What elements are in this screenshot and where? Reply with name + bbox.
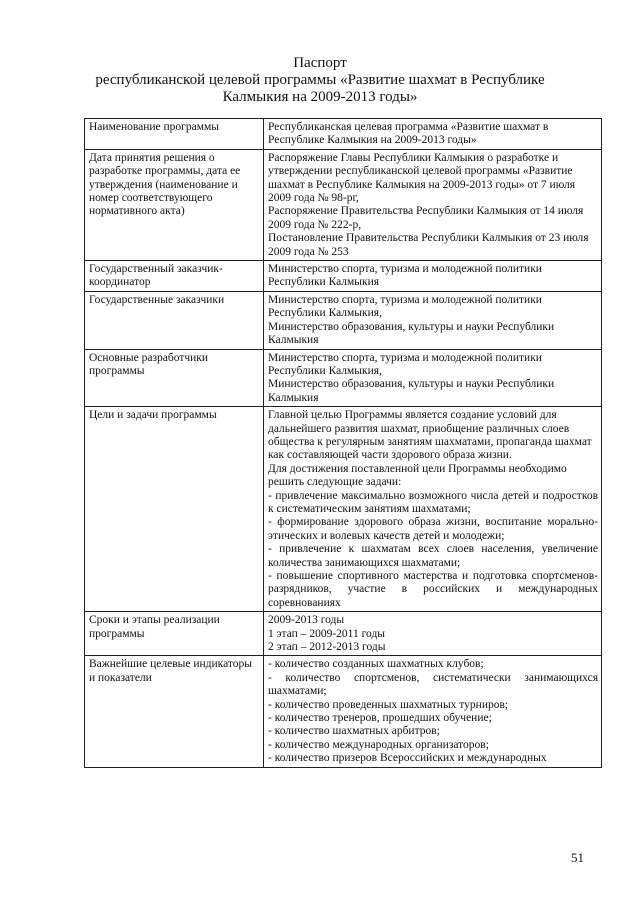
row-label: Государственные заказчики (85, 291, 264, 349)
row-paragraph: Министерство спорта, туризма и молодежной политики Республики Калмыкия (268, 263, 542, 289)
row-label: Государственный заказчик-координатор (85, 261, 264, 292)
row-paragraph: Республиканская целевая программа «Развитие шахмат в Республике Калмыкия на 2009-2013 годы» (268, 121, 549, 147)
table-row (85, 291, 602, 349)
row-paragraph: - формирование здорового образа жизни, воспитание морально-этических и волевых качеств детей и молодежи; (268, 516, 598, 542)
row-paragraph: Главной целью Программы является создание условий для дальнейшего развития шахмат, приобщение различных слоев общества к регулярным занятиям шахматами, пропаганда шахмат как составляющей части здорового образа жизни. (268, 409, 592, 462)
title-line-1: Паспорт (293, 55, 347, 71)
page-number: 51 (571, 850, 584, 865)
row-label: Основные разработчики программы (85, 349, 264, 407)
row-paragraph: 2009-2013 годы (268, 614, 345, 627)
passport-table (84, 118, 602, 768)
row-paragraph: Министерство спорта, туризма и молодежной политики Республики Калмыкия, (268, 351, 542, 377)
row-paragraph: - количество международных организаторов; (268, 738, 489, 751)
table-row (85, 656, 602, 767)
row-paragraph: - количество спортсменов, систематически занимающихся шахматами; (268, 671, 598, 698)
row-label: Дата принятия решения о разработке программы, дата ее утверждения (наименование и номер соответствующего нормативного акта) (85, 149, 264, 260)
row-paragraph: Для достижения поставленной цели Программы необходимо решить следующие задачи: (268, 462, 567, 489)
row-paragraph: - количество призеров Всероссийских и международных (268, 752, 547, 765)
row-content (264, 149, 602, 260)
row-paragraph: - повышение спортивного мастерства и подготовка спортсменов-разрядников, участие в российских и международных соревнованиях (268, 570, 598, 609)
title-line-3: Калмыкия на 2009-2013 годы» (222, 89, 418, 105)
table-row (85, 349, 602, 407)
row-label: Цели и задачи программы (85, 407, 264, 612)
document-title (60, 55, 580, 106)
row-content (264, 291, 602, 349)
row-content (264, 261, 602, 292)
row-paragraph: Министерство образования, культуры и науки Республики Калмыкия (268, 378, 555, 404)
row-paragraph: Постановление Правительства Республики Калмыкия от 23 июля 2009 года № 253 (268, 232, 589, 258)
row-content (264, 612, 602, 656)
row-content (264, 407, 602, 612)
row-paragraph: Распоряжение Правительства Республики Калмыкия от 14 июля 2009 года № 222-р, (268, 205, 584, 231)
row-paragraph: Министерство спорта, туризма и молодежной политики Республики Калмыкия, (268, 293, 542, 320)
row-label: Важнейшие целевые индикаторы и показатели (85, 656, 264, 767)
row-content (264, 656, 602, 767)
row-paragraph: 2 этап – 2012-2013 годы (268, 641, 386, 654)
row-content (264, 349, 602, 407)
row-paragraph: - привлечение к шахматам всех слоев населения, увеличение количества занимающихся шахматами; (268, 543, 598, 569)
row-content (264, 119, 602, 150)
row-paragraph: - количество созданных шахматных клубов; (268, 658, 484, 671)
table-row (85, 407, 602, 612)
row-label: Сроки и этапы реализации программы (85, 612, 264, 656)
row-label: Наименование программы (85, 119, 264, 150)
row-paragraph: 1 этап – 2009-2011 годы (268, 627, 386, 640)
row-paragraph: - привлечение максимально возможного числа детей и подростков к систематическим занятиям шахматами; (268, 489, 598, 515)
table-row (85, 261, 602, 292)
title-line-2: республиканской целевой программы «Развитие шахмат в Республике (95, 72, 545, 88)
row-paragraph: Распоряжение Главы Республики Калмыкия о разработке и утверждении республиканской целевой программы «Развитие шахмат в Республике Калмыкия на 2009-2013 годы» от 7 июля 2009 года № 98-рг, (268, 151, 576, 205)
row-paragraph: Министерство образования, культуры и науки Республики Калмыкия (268, 320, 555, 347)
row-paragraph: - количество проведенных шахматных турниров; (268, 698, 509, 711)
table-row (85, 612, 602, 656)
table-row (85, 119, 602, 150)
table-row (85, 149, 602, 260)
row-paragraph: - количество шахматных арбитров; (268, 725, 440, 738)
row-paragraph: - количество тренеров, прошедших обучение; (268, 712, 492, 725)
